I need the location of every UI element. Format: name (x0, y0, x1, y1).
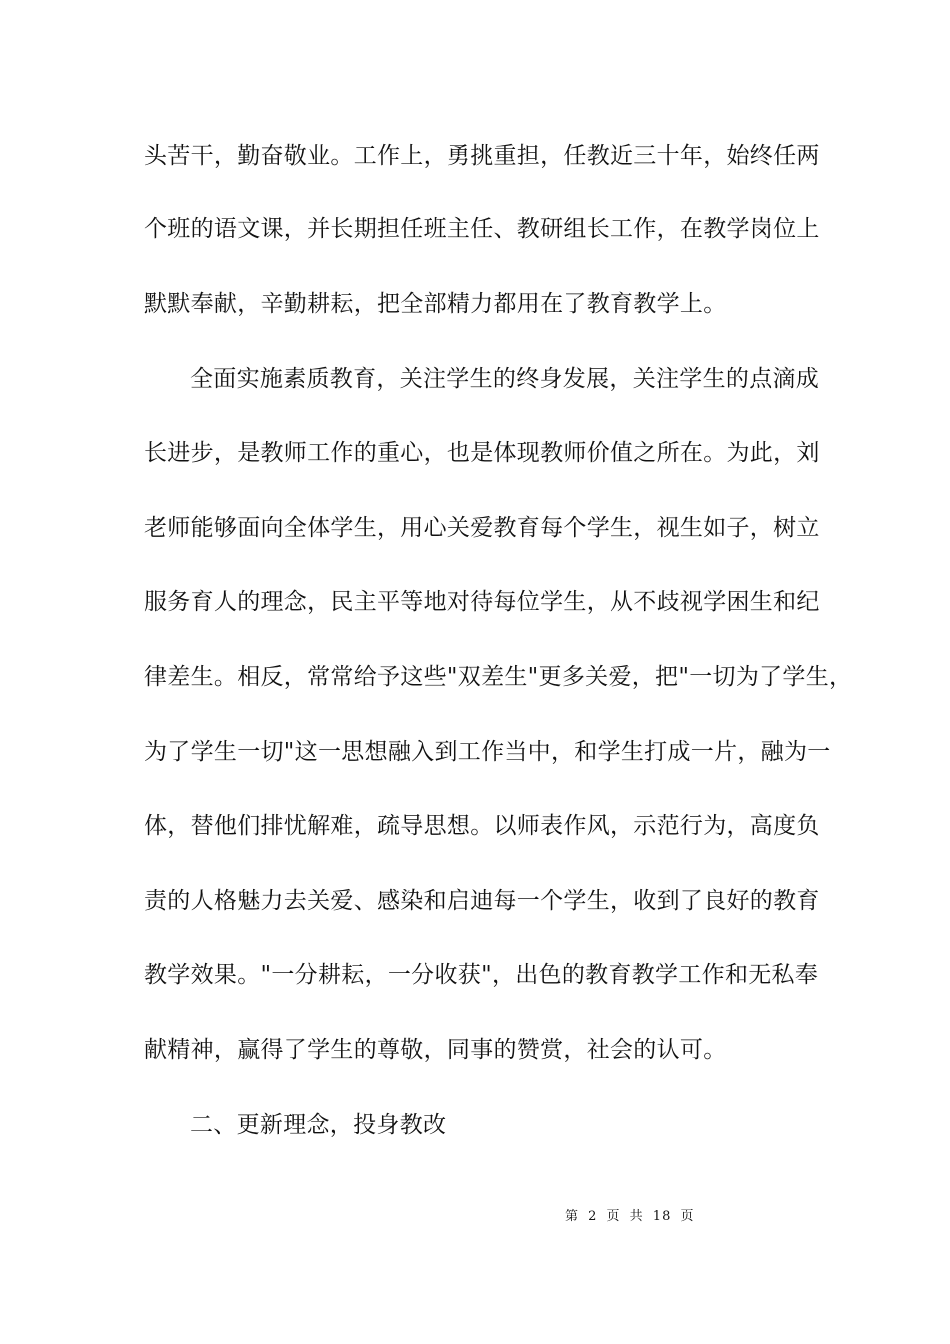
text-line: 为了学生一切"这一思想融入到工作当中，和学生打成一片，融为一 (144, 739, 831, 765)
section-heading: 二、更新理念，投身教改 (190, 1112, 447, 1138)
text-line: 默默奉献，辛勤耕耘，把全部精力都用在了教育教学上。 (144, 291, 727, 317)
paragraph-first-line: 全面实施素质教育，关注学生的终身发展，关注学生的点滴成 (190, 366, 820, 392)
text-line: 律差生。相反，常常给予这些"双差生"更多关爱，把"一切为了学生， (144, 664, 853, 690)
text-line: 教学效果。"一分耕耘，一分收获"，出色的教育教学工作和无私奉 (144, 962, 819, 988)
text-line: 责的人格魅力去关爱、感染和启迪每一个学生，收到了良好的教育 (144, 888, 820, 914)
text-line: 长进步，是教师工作的重心，也是体现教师价值之所在。为此，刘 (144, 440, 820, 466)
text-line: 老师能够面向全体学生，用心关爱教育每个学生，视生如子，树立 (144, 515, 820, 541)
text-line: 体，替他们排忧解难，疏导思想。以师表作风，示范行为，高度负 (144, 813, 820, 839)
page-number-footer: 第 2 页 共 18 页 (565, 1209, 695, 1224)
text-line: 头苦干，勤奋敬业。工作上，勇挑重担，任教近三十年，始终任两 (144, 143, 820, 169)
text-line: 献精神，赢得了学生的尊敬，同事的赞赏，社会的认可。 (144, 1037, 727, 1063)
text-line: 个班的语文课，并长期担任班主任、教研组长工作，在教学岗位上 (144, 216, 820, 242)
text-line: 服务育人的理念，民主平等地对待每位学生，从不歧视学困生和纪 (144, 589, 820, 615)
